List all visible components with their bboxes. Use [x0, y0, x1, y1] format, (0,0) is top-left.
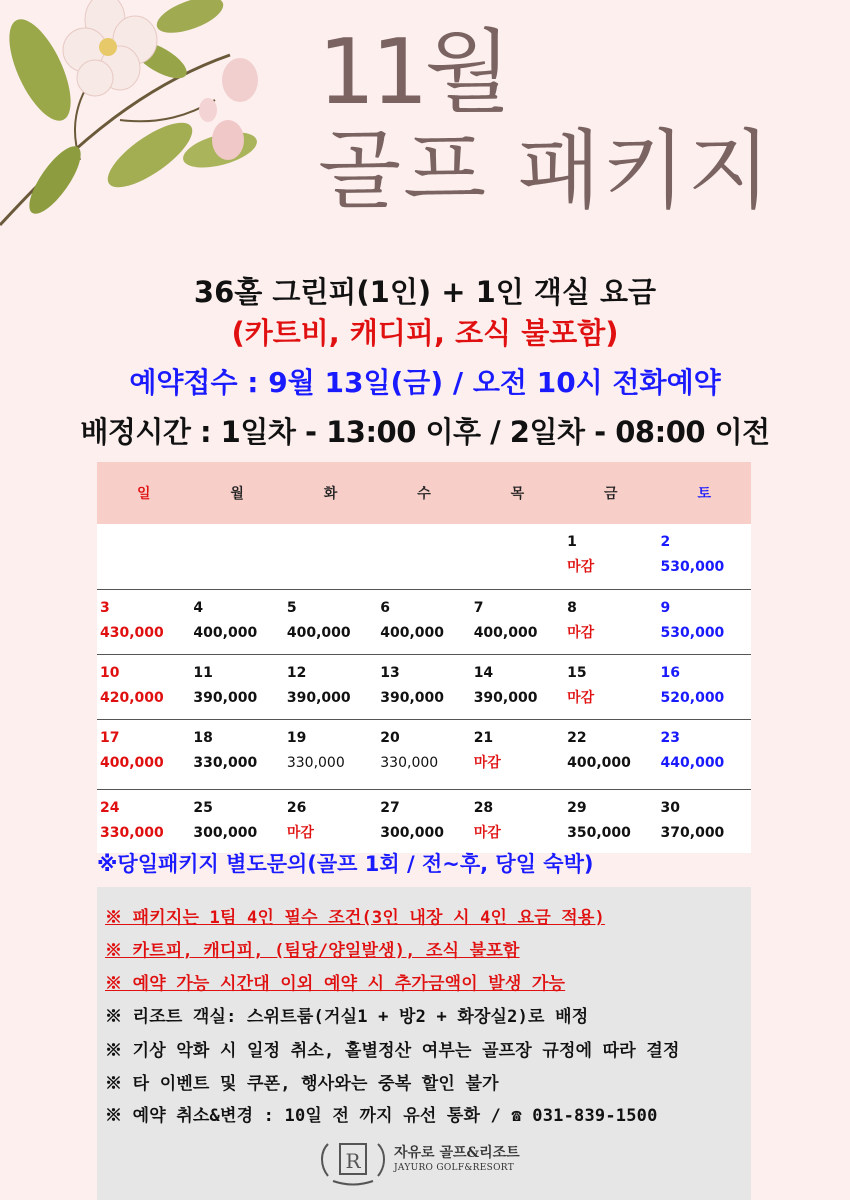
- calendar-day-price: 400,000: [380, 624, 445, 641]
- calendar-day-price: 300,000: [193, 824, 258, 841]
- price-calendar: [97, 462, 751, 853]
- calendar-day-number: 19: [286, 729, 307, 746]
- calendar-day-cell: [190, 589, 283, 654]
- calendar-week-row: [97, 654, 751, 719]
- calendar-day-cell: [284, 524, 377, 589]
- calendar-day-cell: [190, 719, 283, 789]
- title-package: 골프 패키지: [318, 121, 773, 221]
- svg-text:R: R: [345, 1149, 361, 1173]
- calendar-day-price: 마감: [567, 624, 595, 641]
- calendar-day-cell: [658, 654, 751, 719]
- header-wednesday: 수: [377, 462, 470, 524]
- calendar-day-number: 14: [473, 664, 494, 681]
- package-description: 36홀 그린피(1인) + 1인 객실 요금: [193, 275, 657, 309]
- calendar-day-cell: [97, 589, 190, 654]
- note-item: ※ 예약 취소&변경 : 10일 전 까지 유선 통화 / ☎ 031-839-1500: [105, 1106, 658, 1126]
- calendar-day-cell: [471, 789, 564, 853]
- calendar-day-price: 430,000: [100, 624, 164, 641]
- calendar-day-price: 390,000: [193, 689, 258, 706]
- calendar-day-cell: [377, 589, 470, 654]
- header-saturday: 토: [658, 462, 751, 524]
- tee-time-info: 배정시간 : 1일차 - 13:00 이후 / 2일차 - 08:00 이전: [80, 415, 770, 449]
- calendar-day-number: 10: [100, 664, 120, 681]
- calendar-day-number: 30: [660, 799, 681, 816]
- calendar-day-price: 마감: [567, 559, 595, 575]
- calendar-day-price: 350,000: [567, 824, 631, 841]
- calendar-day-number: 28: [473, 799, 494, 816]
- calendar-day-number: 29: [567, 799, 587, 816]
- calendar-day-number: 26: [286, 799, 307, 816]
- note-item: ※ 패키지는 1팀 4인 필수 조건(3인 내장 시 4인 요금 적용): [105, 908, 605, 928]
- calendar-day-cell: [471, 654, 564, 719]
- calendar-day-price: 마감: [473, 754, 501, 771]
- calendar-day-price: 330,000: [100, 824, 164, 841]
- calendar-day-cell: [564, 719, 657, 789]
- calendar-day-cell: [377, 789, 470, 853]
- header-monday: 월: [190, 462, 283, 524]
- calendar-day-cell: [377, 719, 470, 789]
- calendar-day-price: 400,000: [473, 624, 538, 641]
- header-tuesday: 화: [284, 462, 377, 524]
- calendar-day-number: 6: [380, 599, 391, 616]
- calendar-header-row: [97, 462, 751, 524]
- resort-emblem-icon: [318, 1136, 388, 1188]
- calendar-day-number: 18: [193, 729, 213, 746]
- calendar-day-cell: [190, 524, 283, 589]
- calendar-day-cell: [658, 589, 751, 654]
- calendar-day-cell: [284, 589, 377, 654]
- note-item: ※ 타 이벤트 및 쿠폰, 행사와는 중복 할인 불가: [105, 1074, 499, 1094]
- calendar-day-number: 20: [380, 729, 400, 746]
- title-month: 11월: [318, 20, 508, 125]
- calendar-day-price: 390,000: [286, 689, 351, 706]
- calendar-day-price: 530,000: [660, 624, 725, 641]
- calendar-day-number: 12: [286, 664, 307, 681]
- calendar-day-number: 5: [286, 599, 297, 616]
- calendar-day-number: 1: [567, 534, 577, 550]
- calendar-day-price: 400,000: [193, 624, 258, 641]
- calendar-day-cell: [658, 719, 751, 789]
- calendar-day-number: 21: [473, 729, 494, 746]
- calendar-week-row: [97, 789, 751, 853]
- logo-korean-name: 자유로 골프&리조트: [394, 1145, 520, 1161]
- calendar-day-price: 390,000: [380, 689, 445, 706]
- calendar-day-cell: [471, 524, 564, 589]
- calendar-day-cell: [564, 589, 657, 654]
- note-item: ※ 예약 가능 시간대 이외 예약 시 추가금액이 발생 가능: [105, 974, 566, 994]
- calendar-day-cell: [97, 524, 190, 589]
- calendar-day-cell: [190, 654, 283, 719]
- calendar-day-number: 4: [193, 599, 204, 616]
- calendar-day-price: 400,000: [567, 754, 631, 771]
- calendar-day-cell: [97, 789, 190, 853]
- calendar-day-number: 11: [193, 664, 213, 681]
- calendar-day-price: 400,000: [100, 754, 164, 771]
- calendar-day-number: 17: [100, 729, 120, 746]
- calendar-day-price: 420,000: [100, 689, 164, 706]
- calendar-day-number: 9: [660, 599, 671, 616]
- calendar-week-row: [97, 589, 751, 654]
- calendar-day-price: 440,000: [660, 754, 725, 771]
- calendar-day-number: 24: [100, 799, 120, 816]
- calendar-day-number: 16: [660, 664, 681, 681]
- calendar-day-number: 27: [380, 799, 400, 816]
- calendar-day-price: 마감: [473, 824, 501, 841]
- calendar-day-price: 마감: [567, 689, 595, 706]
- exclusions-note: (카트비, 캐디피, 조식 불포함): [231, 316, 619, 350]
- calendar-day-price: 330,000: [380, 754, 439, 771]
- calendar-day-cell: [377, 654, 470, 719]
- calendar-day-cell: [564, 524, 657, 589]
- calendar-day-cell: [284, 654, 377, 719]
- flower-illustration: [0, 0, 270, 240]
- calendar-day-number: 8: [567, 599, 577, 616]
- calendar-day-cell: [471, 589, 564, 654]
- calendar-day-cell: [658, 789, 751, 853]
- calendar-day-number: 2: [660, 534, 671, 550]
- reservation-open-info: 예약접수 : 9월 13일(금) / 오전 10시 전화예약: [129, 366, 721, 399]
- calendar-day-price: 마감: [286, 824, 314, 841]
- calendar-day-cell: [284, 719, 377, 789]
- calendar-day-cell: [564, 654, 657, 719]
- calendar-day-price: 400,000: [286, 624, 351, 641]
- calendar-day-cell: [190, 789, 283, 853]
- calendar-day-number: 25: [193, 799, 213, 816]
- calendar-day-number: 15: [567, 664, 587, 681]
- calendar-day-number: 22: [567, 729, 587, 746]
- note-item: ※ 기상 악화 시 일정 취소, 홀별정산 여부는 골프장 규정에 따라 결정: [105, 1041, 680, 1061]
- calendar-day-number: 7: [473, 599, 484, 616]
- header-sunday: 일: [97, 462, 190, 524]
- calendar-day-price: 370,000: [660, 824, 725, 841]
- calendar-day-cell: [377, 524, 470, 589]
- calendar-day-number: 3: [100, 599, 110, 616]
- calendar-day-price: 330,000: [286, 754, 345, 771]
- calendar-day-price: 520,000: [660, 689, 725, 706]
- calendar-day-price: 390,000: [473, 689, 538, 706]
- calendar-day-cell: [471, 719, 564, 789]
- calendar-day-price: 330,000: [193, 754, 258, 771]
- note-item: ※ 리조트 객실: 스위트룸(거실1 + 방2 + 화장실2)로 배정: [105, 1007, 589, 1027]
- resort-logo: [318, 1136, 538, 1188]
- calendar-day-price: 530,000: [660, 559, 725, 575]
- calendar-day-price: 300,000: [380, 824, 445, 841]
- day-package-note: ※당일패키지 별도문의(골프 1회 / 전~후, 당일 숙박): [97, 852, 594, 876]
- calendar-day-cell: [658, 524, 751, 589]
- calendar-week-row: [97, 524, 751, 589]
- note-item: ※ 카트피, 캐디피, (팀당/양일발생), 조식 불포함: [105, 941, 520, 961]
- calendar-day-number: 23: [660, 729, 681, 746]
- calendar-day-number: 13: [380, 664, 400, 681]
- calendar-day-cell: [284, 789, 377, 853]
- calendar-day-cell: [564, 789, 657, 853]
- logo-english-name: JAYURO GOLF&RESORT: [394, 1163, 514, 1173]
- calendar-day-cell: [97, 719, 190, 789]
- header-friday: 금: [564, 462, 657, 524]
- calendar-week-row: [97, 719, 751, 789]
- calendar-day-cell: [97, 654, 190, 719]
- header-thursday: 목: [471, 462, 564, 524]
